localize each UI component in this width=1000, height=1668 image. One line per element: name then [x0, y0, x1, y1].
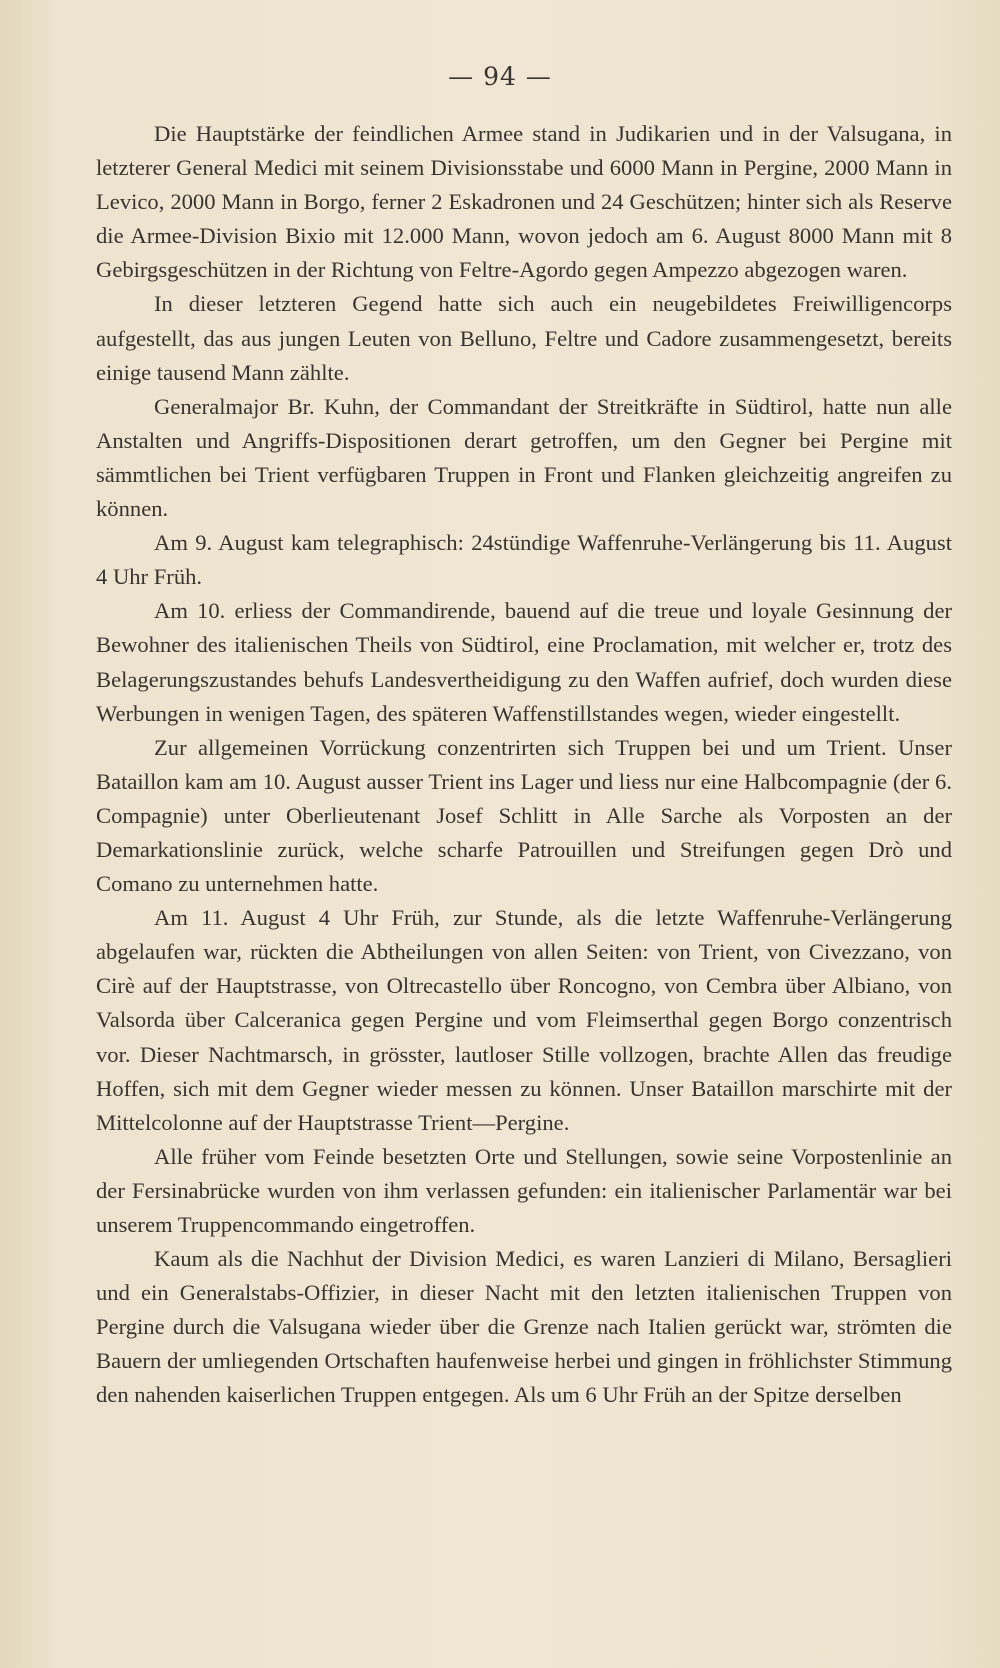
paragraph: Alle früher vom Feinde besetzten Orte und Stellungen, sowie seine Vorpostenlinie an der Fersinabrücke wurden von ihm verlassen gefunden: ein italienischer Parlamentär war bei unserem Truppencommando eingetroffen.	[96, 1143, 952, 1237]
paragraph: Zur allgemeinen Vorrückung conzentrirten sich Truppen bei und um Trient. Unser Bataillon kam am 10. August ausser Trient ins Lager und liess nur eine Halbcompagnie (der 6. Compagnie) unter Oberlieutenant Josef Schlitt in Alle Sarche als Vorposten an der Demarkationslinie zurück, welche scharfe Patrouillen und Streifungen gegen Drò und Comano zu unternehmen hatte.	[96, 734, 952, 897]
paragraph: In dieser letzteren Gegend hatte sich auch ein neugebildetes Freiwilligencorps aufgestellt, das aus jungen Leuten von Belluno, Feltre und Cadore zusammengesetzt, bereits einige tausend Mann zählte.	[96, 291, 952, 385]
paragraph: Am 9. August kam telegraphisch: 24stündige Waffenruhe-Verlängerung bis 11. August 4 Uhr Früh.	[96, 530, 952, 590]
page-number: — 94 —	[448, 62, 552, 91]
body-text	[96, 117, 952, 1413]
paragraph: Am 10. erliess der Commandirende, bauend auf die treue und loyale Gesinnung der Bewohner des italienischen Theils von Südtirol, eine Proclamation, mit welcher er, trotz des Belagerungszustandes behufs Landesvertheidigung zu den Waffen aufrief, doch wurden diese Werbungen in wenigen Tagen, des späteren Waffenstillstandes wegen, wieder eingestellt.	[96, 598, 952, 726]
paragraph: Die Hauptstärke der feindlichen Armee stand in Judikarien und in der Valsugana, in letzterer General Medici mit seinem Divisionsstabe und 6000 Mann in Pergine, 2000 Mann in Levico, 2000 Mann in Borgo, ferner 2 Eskadronen und 24 Geschützen; hinter sich als Reserve die Armee-Division Bixio mit 12.000 Mann, wovon jedoch am 6. August 8000 Mann mit 8 Gebirgsgeschützen in der Richtung von Feltre-Agordo gegen Ampezzo abgezogen waren.	[96, 121, 952, 283]
paragraph: Am 11. August 4 Uhr Früh, zur Stunde, als die letzte Waffenruhe-Verlängerung abgelaufen war, rückten die Abtheilungen von allen Seiten: von Trient, von Civezzano, von Cirè auf der Hauptstrasse, von Oltrecastello über Roncogno, von Cembra über Albiano, von Valsorda über Calceranica gegen Pergine und vom Fleimserthal gegen Borgo conzentrisch vor. Dieser Nachtmarsch, in grösster, lautloser Stille vollzogen, brachte Allen das freudige Hoffen, sich mit dem Gegner wieder messen zu können. Unser Bataillon marschirte mit der Mittelcolonne auf der Hauptstrasse Trient—Pergine.	[96, 905, 952, 1135]
paragraph: Kaum als die Nachhut der Division Medici, es waren Lanzieri di Milano, Bersaglieri und ein Generalstabs-Offizier, in dieser Nacht mit den letzten italienischen Truppen von Pergine durch die Valsugana wieder über die Grenze nach Italien gerückt war, strömten die Bauern der umliegenden Ortschaften haufenweise herbei und gingen in fröhlichster Stimmung den nahenden kaiserlichen Truppen entgegen. Als um 6 Uhr Früh an der Spitze derselben	[96, 1246, 952, 1408]
paragraph: Generalmajor Br. Kuhn, der Commandant der Streitkräfte in Südtirol, hatte nun alle Anstalten und Angriffs-Dispositionen derart getroffen, um den Gegner bei Pergine mit sämmtlichen bei Trient verfügbaren Truppen in Front und Flanken gleichzeitig angreifen zu können.	[96, 393, 952, 522]
